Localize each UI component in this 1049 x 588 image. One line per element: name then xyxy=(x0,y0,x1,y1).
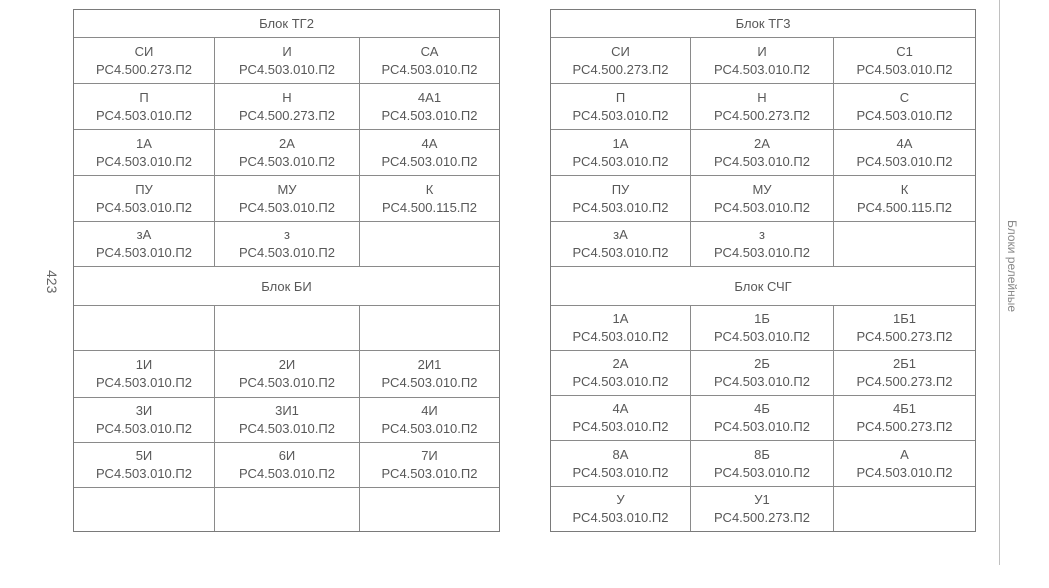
cell-code: РС4.503.010.П2 xyxy=(856,464,953,480)
cell-code: РС4.503.010.П2 xyxy=(381,153,478,169)
cell-name: СИ xyxy=(134,43,154,59)
cell-code: РС4.503.010.П2 xyxy=(572,153,669,169)
cell-code: РС4.503.010.П2 xyxy=(572,419,669,434)
cell-name: зА xyxy=(613,227,628,242)
cell-code: РС4.503.010.П2 xyxy=(381,61,478,77)
cell-name: 2И xyxy=(278,357,296,372)
cell-name: 4А xyxy=(896,135,913,151)
cell-name: з xyxy=(759,227,765,242)
cell-code: РС4.503.010.П2 xyxy=(714,245,810,260)
schg-title: Блок СЧГ xyxy=(551,267,975,306)
table-cell xyxy=(691,487,834,531)
section-label: Блоки релейные xyxy=(1005,219,1019,313)
cell-code: РС4.503.010.П2 xyxy=(239,375,335,390)
cell-name: 1И xyxy=(135,357,153,372)
cell-name: 7И xyxy=(421,448,438,463)
table-cell xyxy=(215,222,360,267)
table-cell xyxy=(74,398,215,443)
table-cell xyxy=(834,176,975,222)
table-cell xyxy=(360,443,499,488)
table-cell xyxy=(834,38,975,84)
cell-code: РС4.500.273.П2 xyxy=(96,61,192,77)
table-cell xyxy=(551,487,691,531)
table-cell xyxy=(215,38,360,84)
cell-name: 4А xyxy=(612,401,629,416)
table-cell xyxy=(551,84,691,130)
cell-code: РС4.503.010.П2 xyxy=(96,107,192,123)
cell-name: 2И1 xyxy=(417,357,442,372)
cell-code: РС4.503.010.П2 xyxy=(572,374,669,389)
table-cell-empty xyxy=(74,488,215,531)
cell-code: РС4.503.010.П2 xyxy=(239,153,335,169)
cell-code: РС4.503.010.П2 xyxy=(856,61,953,77)
table-cell xyxy=(360,351,499,398)
table-cell xyxy=(834,441,975,487)
table-cell xyxy=(74,176,215,222)
cell-code: РС4.503.010.П2 xyxy=(572,107,669,123)
cell-code: РС4.503.010.П2 xyxy=(714,374,810,389)
cell-name: 4А1 xyxy=(417,89,442,105)
cell-code: РС4.503.010.П2 xyxy=(381,107,478,123)
cell-code: РС4.503.010.П2 xyxy=(239,245,335,260)
cell-name: 3И xyxy=(135,403,153,418)
cell-name: 2Б1 xyxy=(893,356,916,371)
table-cell xyxy=(74,222,215,267)
cell-code: РС4.503.010.П2 xyxy=(239,61,335,77)
table-cell xyxy=(691,130,834,176)
cell-code: РС4.503.010.П2 xyxy=(572,510,669,525)
table-cell-empty xyxy=(215,488,360,531)
tg3-title: Блок ТГ3 xyxy=(551,10,975,38)
cell-code: РС4.503.010.П2 xyxy=(239,199,335,215)
cell-name: 2Б xyxy=(754,356,770,371)
cell-code: РС4.503.010.П2 xyxy=(714,153,810,169)
table-cell xyxy=(215,398,360,443)
cell-name: А xyxy=(900,446,909,462)
cell-code: РС4.503.010.П2 xyxy=(96,199,192,215)
table-cell xyxy=(551,38,691,84)
table-cell xyxy=(551,351,691,396)
table-cell xyxy=(834,396,975,441)
table-cell xyxy=(551,441,691,487)
table-cell xyxy=(551,130,691,176)
table-cell xyxy=(215,84,360,130)
table-cell-empty xyxy=(834,487,975,531)
cell-name: С1 xyxy=(896,43,913,59)
table-cell xyxy=(834,306,975,351)
cell-name: МУ xyxy=(277,181,297,197)
cell-name: 3И1 xyxy=(275,403,299,418)
cell-name: Н xyxy=(282,89,292,105)
cell-code: РС4.500.273.П2 xyxy=(856,374,953,389)
table-cell xyxy=(360,398,499,443)
table-cell xyxy=(74,130,215,176)
cell-code: РС4.500.115.П2 xyxy=(857,199,952,215)
right-panel xyxy=(550,9,976,532)
table-cell xyxy=(691,441,834,487)
cell-name: У xyxy=(616,492,625,507)
table-cell-empty xyxy=(360,306,499,351)
cell-name: ПУ xyxy=(135,181,153,197)
table-cell xyxy=(551,396,691,441)
table-cell xyxy=(215,130,360,176)
bi-title: Блок БИ xyxy=(74,267,499,306)
table-cell xyxy=(74,443,215,488)
table-cell xyxy=(74,351,215,398)
table-cell xyxy=(834,351,975,396)
cell-code: РС4.503.010.П2 xyxy=(381,466,478,481)
cell-name: 5И xyxy=(135,448,153,463)
cell-name: 4А xyxy=(421,135,438,151)
cell-name: И xyxy=(282,43,292,59)
table-cell-empty xyxy=(360,488,499,531)
cell-code: РС4.500.273.П2 xyxy=(572,61,669,77)
cell-code: РС4.503.010.П2 xyxy=(714,199,810,215)
cell-code: РС4.503.010.П2 xyxy=(856,153,953,169)
cell-code: РС4.503.010.П2 xyxy=(96,245,192,260)
cell-name: 4И xyxy=(421,403,438,418)
cell-name: 4Б xyxy=(754,401,770,416)
cell-code: РС4.503.010.П2 xyxy=(714,419,810,434)
cell-name: 1А xyxy=(136,135,152,151)
cell-code: РС4.503.010.П2 xyxy=(714,61,810,77)
cell-name: 2А xyxy=(612,356,629,371)
cell-name: 1Б1 xyxy=(893,311,916,326)
cell-name: з xyxy=(284,227,290,242)
table-cell xyxy=(360,176,499,222)
cell-name: К xyxy=(425,181,434,197)
cell-code: РС4.500.115.П2 xyxy=(382,199,477,215)
cell-name: К xyxy=(900,181,909,197)
cell-name: И xyxy=(757,43,767,59)
cell-code: РС4.503.010.П2 xyxy=(239,466,335,481)
cell-code: РС4.503.010.П2 xyxy=(856,107,953,123)
cell-code: РС4.503.010.П2 xyxy=(96,153,192,169)
cell-name: 1А xyxy=(612,135,629,151)
cell-code: РС4.503.010.П2 xyxy=(572,464,669,480)
cell-code: РС4.503.010.П2 xyxy=(572,199,669,215)
table-cell xyxy=(834,84,975,130)
cell-code: РС4.503.010.П2 xyxy=(714,464,810,480)
cell-code: РС4.503.010.П2 xyxy=(572,245,669,260)
cell-code: РС4.503.010.П2 xyxy=(96,421,192,436)
cell-name: СА xyxy=(420,43,439,59)
table-cell xyxy=(215,443,360,488)
table-cell xyxy=(691,176,834,222)
tg2-title: Блок ТГ2 xyxy=(74,10,499,38)
cell-name: 1Б xyxy=(754,311,770,326)
cell-name: 1А xyxy=(612,311,629,326)
table-cell xyxy=(215,351,360,398)
left-panel xyxy=(73,9,500,532)
cell-name: 8А xyxy=(612,446,629,462)
cell-name: МУ xyxy=(752,181,772,197)
table-cell-empty xyxy=(215,306,360,351)
cell-name: зА xyxy=(136,227,152,242)
cell-code: РС4.503.010.П2 xyxy=(381,375,478,390)
table-cell xyxy=(691,38,834,84)
table-cell-empty xyxy=(360,222,499,267)
cell-name: ПУ xyxy=(611,181,630,197)
table-cell xyxy=(691,396,834,441)
cell-code: РС4.500.273.П2 xyxy=(714,107,810,123)
table-cell xyxy=(74,38,215,84)
cell-name: С xyxy=(899,89,910,105)
cell-code: РС4.503.010.П2 xyxy=(96,466,192,481)
cell-code: РС4.500.273.П2 xyxy=(856,329,953,344)
table-cell xyxy=(215,176,360,222)
table-cell xyxy=(691,84,834,130)
cell-name: 2А xyxy=(754,135,770,151)
page-edge-line xyxy=(999,0,1000,565)
page-number: 423 xyxy=(44,270,60,294)
table-cell xyxy=(74,84,215,130)
table-cell xyxy=(691,222,834,267)
cell-code: РС4.503.010.П2 xyxy=(381,421,478,436)
cell-name: 4Б1 xyxy=(893,401,916,416)
cell-name: 6И xyxy=(278,448,296,463)
cell-name: 2А xyxy=(279,135,295,151)
cell-code: РС4.500.273.П2 xyxy=(239,107,335,123)
cell-code: РС4.503.010.П2 xyxy=(714,329,810,344)
cell-code: РС4.503.010.П2 xyxy=(572,329,669,344)
table-cell xyxy=(551,176,691,222)
table-cell xyxy=(360,38,499,84)
table-cell-empty xyxy=(74,306,215,351)
cell-code: РС4.503.010.П2 xyxy=(239,421,335,436)
cell-code: РС4.500.273.П2 xyxy=(856,419,953,434)
cell-name: П xyxy=(139,89,149,105)
cell-name: 8Б xyxy=(754,446,770,462)
table-cell-empty xyxy=(834,222,975,267)
table-cell xyxy=(834,130,975,176)
cell-code: РС4.500.273.П2 xyxy=(714,510,810,525)
table-cell xyxy=(551,222,691,267)
cell-code: РС4.503.010.П2 xyxy=(96,375,192,390)
table-cell xyxy=(360,130,499,176)
cell-name: П xyxy=(615,89,626,105)
cell-name: Н xyxy=(757,89,767,105)
table-cell xyxy=(551,306,691,351)
table-cell xyxy=(691,306,834,351)
table-cell xyxy=(691,351,834,396)
table-cell xyxy=(360,84,499,130)
cell-name: У1 xyxy=(754,492,770,507)
cell-name: СИ xyxy=(611,43,630,59)
